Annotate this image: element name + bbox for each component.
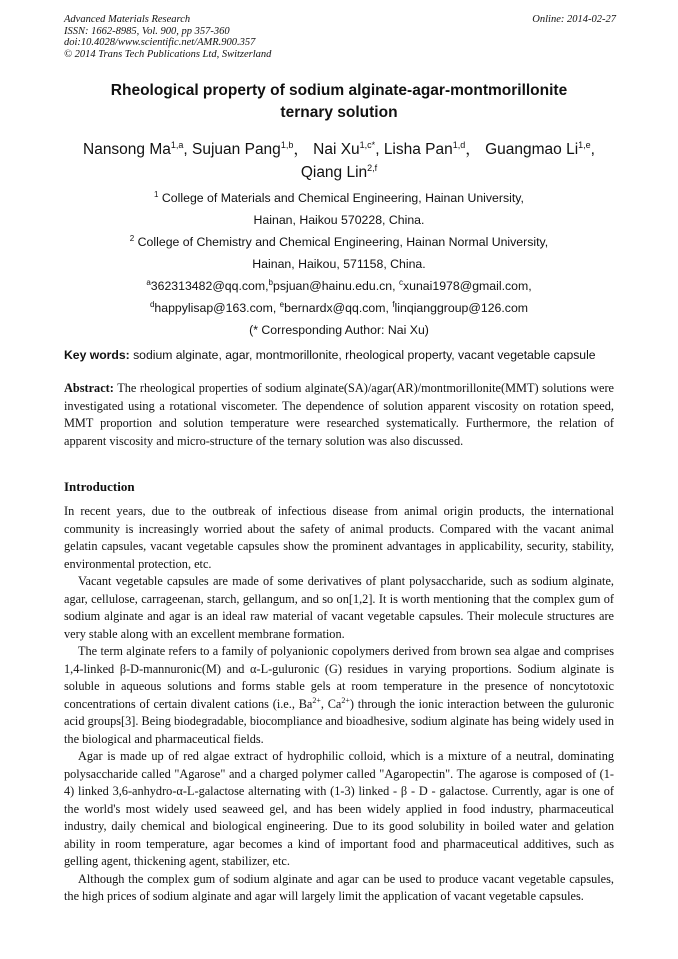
paragraph: Vacant vegetable capsules are made of some derivatives of plant polysaccharide, such as sodium alginate, agar, cellulose, carrageenan, starch, gellangum, and so on[1,2]. It is worth mentioning that the complex gum of sodium alginate and agar is an ideal raw material of vacant vegetable capsules. Their molecule structures are very stable along with an excellent membrane formation. (64, 574, 614, 641)
introduction-heading: Introduction (64, 479, 135, 494)
affiliation-2 (64, 231, 614, 275)
abstract-label: Abstract: (64, 381, 114, 395)
paper-title (64, 80, 614, 124)
author-name: Nai Xu (313, 141, 360, 158)
keywords-text: sodium alginate, agar, montmorillonite, rheological property, vacant vegetable capsule (129, 348, 596, 362)
author-separator: ， (465, 141, 486, 158)
author-name: Nansong Ma (83, 141, 171, 158)
affiliation-number: 1 (154, 189, 159, 199)
paragraph-text: The term alginate refers to a family of polyanionic copolymers derived from brown sea algae and comprises 1,4-linked β-D-mannuronic(M) and α-L-guluronic (G) residues in varying proportions. Sodium alginate is soluble in aqueous solutions and forms stable gels at room temperature in the presence of noncytotoxic concentrations of certain divalent cations (i.e., Ba (64, 644, 614, 711)
affiliation-text: College of Chemistry and Chemical Engineering, Hainan Normal University, (134, 235, 549, 249)
email-mark: b (268, 277, 273, 287)
affiliation-number: 2 (129, 233, 135, 243)
author-separator: , (183, 141, 193, 158)
abstract (64, 380, 614, 450)
email-link[interactable]: bernardx@qq.com, (284, 301, 393, 315)
issn-line: ISSN: 1662-8985, Vol. 900, pp 357-360 (64, 25, 230, 37)
paragraph: In recent years, due to the outbreak of infectious disease from animal origin products, the international community is increasingly worried about the safety of animal products. Compared with the vacant animal gelatin capsules, vacant vegetable capsules show the prominent advantages in applicability, security, stability, environmental protection, etc. (64, 504, 614, 571)
email-list (64, 275, 614, 341)
copyright-line: © 2014 Trans Tech Publications Ltd, Switzerland (64, 48, 272, 60)
author-separator: ， (293, 141, 314, 158)
introduction-body (64, 503, 614, 906)
email-mark: e (279, 299, 285, 309)
email-mark: c (398, 277, 403, 287)
email-mark: d (149, 299, 155, 309)
paragraph (64, 643, 614, 748)
email-link[interactable]: linqianggroup@126.com (394, 301, 529, 315)
online-date: Online: 2014-02-27 (532, 14, 616, 25)
email-link[interactable]: 362313482@qq.com, (150, 279, 269, 293)
affiliation-1 (64, 187, 614, 231)
email-line-2 (64, 297, 614, 319)
affiliation-text: College of Materials and Chemical Engineering, Hainan University, (158, 191, 524, 205)
email-line-1 (64, 275, 614, 297)
email-link[interactable]: xunai1978@gmail.com, (402, 279, 532, 293)
journal-header (64, 14, 616, 60)
author-affil-mark: 1,c* (359, 139, 376, 150)
abstract-text: The rheological properties of sodium alginate(SA)/agar(AR)/montmorillonite(MMT) solutions were investigated using a rotational viscometer. The dependence of solution apparent viscosity on rotation speed, MMT proportion and solution temperature were researched systematically. Furthermore, the relation of apparent viscosity and micro-structure of the ternary solution was also discussed. (64, 381, 614, 448)
title-line-2: ternary solution (280, 104, 398, 121)
paragraph-text: ) through the ionic interaction between the guluronic acid groups[3]. Being biodegradable, biocompliance and bioadhesive, sodium alginate has being widely used in the biological and pharmaceutical fields. (64, 696, 614, 746)
author-separator: , (590, 141, 595, 158)
author-separator: , (375, 141, 384, 158)
author-affil-mark: 2,f (367, 162, 378, 173)
paragraph-text: , Ca (320, 696, 342, 711)
author-name: Guangmao Li (485, 141, 579, 158)
keywords-label: Key words: (64, 348, 130, 362)
email-link[interactable]: happylisap@163.com, (154, 301, 280, 315)
author-affil-mark: 1,d (452, 139, 466, 150)
paragraph: Although the complex gum of sodium alginate and agar can be used to produce vacant vegetable capsules, the high prices of sodium alginate and agar will largely limit the application of vacant vegetable capsules. (64, 871, 614, 903)
author-name: Lisha Pan (383, 141, 453, 158)
corresponding-author: (* Corresponding Author: Nai Xu) (249, 323, 429, 337)
affiliation-text: Hainan, Haikou, 571158, China. (252, 257, 426, 271)
author-affil-mark: 1,b (280, 139, 294, 150)
author-list (64, 138, 614, 184)
author-affil-mark: 1,e (578, 139, 591, 150)
title-line-1: Rheological property of sodium alginate-agar-montmorillonite (110, 82, 568, 99)
paragraph: Agar is made up of red algae extract of hydrophilic colloid, which is a mixture of a neutral, dominating polysaccharide called "Agarose" and a charged polymer called "Agaropectin". The agarose is composed of (1-4) linked 3,6-anhydro-α-L-galactose alternating with (1-3) linked - β - D - galactose. Currently, agar is one of the world's most widely used seaweed gel, and has been widely applied in food industry, pharmaceutical industry, daily chemical and biological engineering. Due to its good solubility in boiled water and gelation ability in room temperature, agar becomes a kind of important food and pharmaceutical additives, such as gelling agent, thickening agent, stabilizer, etc. (64, 749, 614, 868)
author-name: Sujuan Pang (192, 141, 281, 158)
email-link[interactable]: psjuan@hainu.edu.cn, (273, 279, 399, 293)
charge-superscript: 2+ (312, 695, 321, 705)
charge-superscript: 2+ (341, 695, 350, 705)
email-mark: a (146, 277, 151, 287)
author-line-2 (64, 161, 614, 184)
author-affil-mark: 1,a (170, 139, 184, 150)
affiliation-text: Hainan, Haikou 570228, China. (253, 213, 425, 227)
author-name: Qiang Lin (300, 164, 368, 181)
doi-line: doi:10.4028/www.scientific.net/AMR.900.357 (64, 37, 256, 48)
keywords (64, 347, 624, 363)
email-mark: f (392, 299, 395, 309)
journal-name: Advanced Materials Research (64, 14, 191, 25)
author-line-1 (64, 138, 614, 161)
